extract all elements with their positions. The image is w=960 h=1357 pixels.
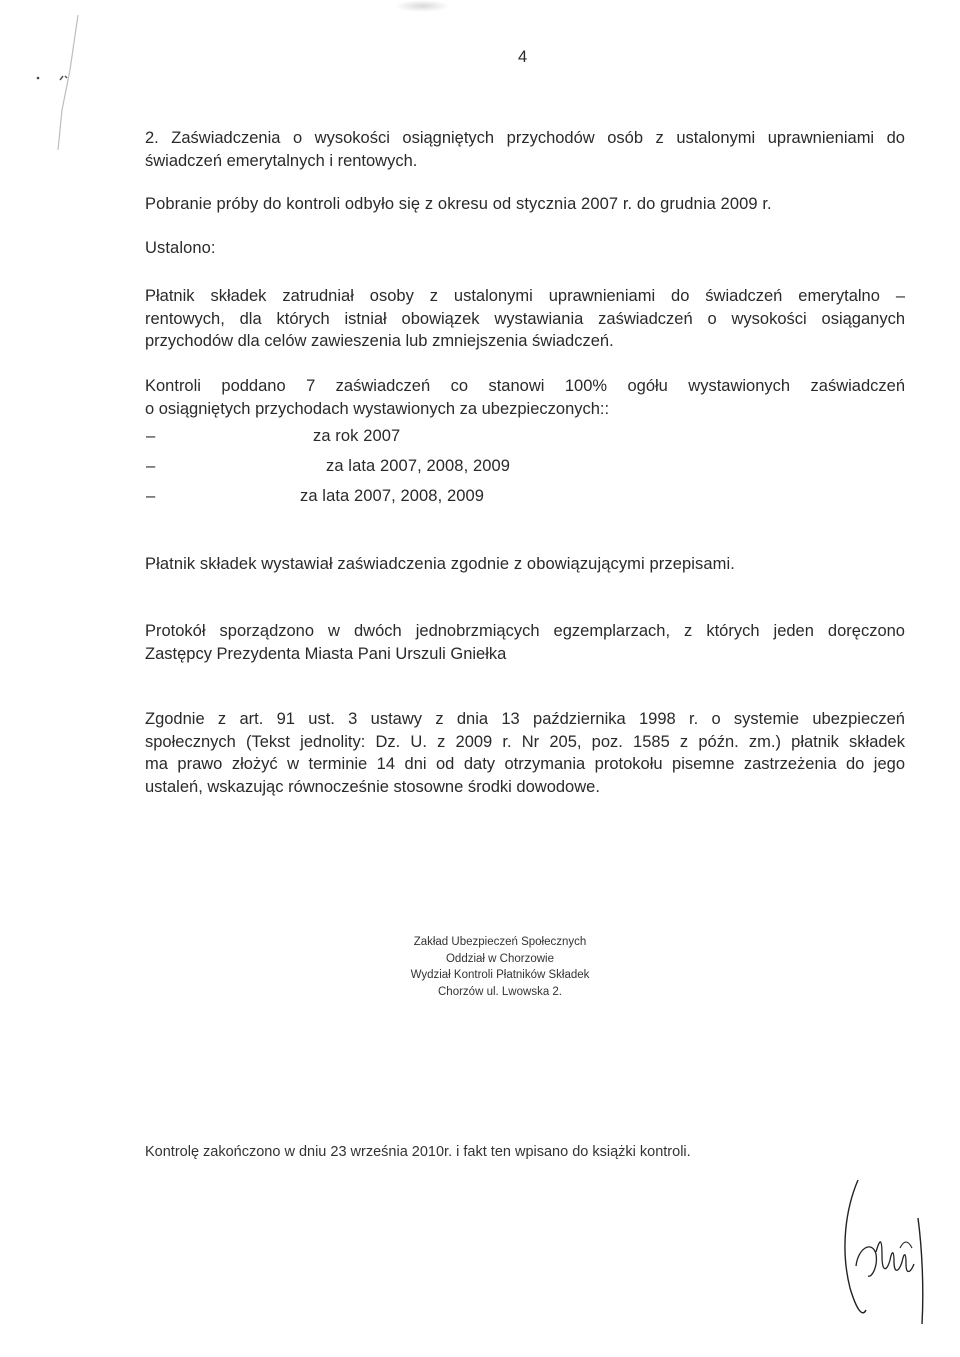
paragraph-line: rentowych, dla których istniał obowiązek wystawiania zaświadczeń o wysokości osiąganych xyxy=(145,309,905,328)
paragraph-line: Zgodnie z art. 91 ust. 3 ustawy z dnia 13 października 1998 r. o systemie ubezpieczeń xyxy=(145,710,905,728)
control-paragraph xyxy=(145,375,905,420)
findings-label: Ustalono: xyxy=(145,239,216,257)
finding-paragraph xyxy=(145,285,905,353)
paragraph-line: Zastępcy Prezydenta Miasta Pani Urszuli Gniełka xyxy=(145,644,507,663)
list-dash: – xyxy=(146,487,156,505)
scan-mark-graphic xyxy=(30,10,90,160)
stamp-line: Chorzów ul. Lwowska 2. xyxy=(438,985,562,998)
section-heading-line: świadczeń emerytalnych i rentowych. xyxy=(145,151,418,170)
section-heading xyxy=(145,127,905,172)
paragraph-line: Płatnik składek zatrudniał osoby z ustalonymi uprawnieniami do świadczeń emerytalno – xyxy=(145,287,905,305)
paragraph-line: przychodów dla celów zawieszenia lub zmniejszenia świadczeń. xyxy=(145,332,614,350)
stamp-line: Zakład Ubezpieczeń Społecznych xyxy=(413,936,587,948)
list-item: za lata 2007, 2008, 2009 xyxy=(300,487,485,505)
closing-statement: Kontrolę zakończono w dniu 23 września 2010r. i fakt ten wpisano do książki kontroli. xyxy=(145,1144,691,1160)
paragraph-line: Protokół sporządzono w dwóch jednobrzmiących egzemplarzach, z których jeden doręczono xyxy=(145,622,905,640)
protocol-paragraph xyxy=(145,620,905,665)
paragraph-line: ustaleń, wskazując równocześnie stosowne środki dowodowe. xyxy=(145,777,600,796)
stamp-line: Oddział w Chorzowie xyxy=(445,952,554,965)
page-number: 4 xyxy=(518,48,528,66)
scan-smudge xyxy=(395,0,450,12)
paragraph-line: ma prawo złożyć w terminie 14 dni od daty otrzymania protokołu pisemne zastrzeżenia do jego xyxy=(145,755,905,773)
list-item: za rok 2007 xyxy=(313,427,401,445)
list-item: za lata 2007, 2008, 2009 xyxy=(326,457,511,475)
conclusion-text: Płatnik składek wystawiał zaświadczenia zgodnie z obowiązującymi przepisami. xyxy=(145,555,735,573)
office-stamp xyxy=(380,934,620,1000)
stamp-line: Wydział Kontroli Płatników Składek xyxy=(410,969,590,981)
list-dash: – xyxy=(146,427,156,445)
section-heading-line: 2. Zaświadczenia o wysokości osiągniętych przychodów osób z ustalonymi uprawnieniami do xyxy=(145,129,905,147)
sample-period-text: Pobranie próby do kontroli odbyło się z okresu od stycznia 2007 r. do grudnia 2009 r. xyxy=(145,195,772,213)
list-dash: – xyxy=(146,457,156,475)
handwritten-signature xyxy=(838,1178,938,1328)
paragraph-line: społecznych (Tekst jednolity: Dz. U. z 2009 r. Nr 205, poz. 1585 z późn. zm.) płatnik składek xyxy=(145,732,905,751)
legal-paragraph xyxy=(145,708,905,798)
paragraph-line: Kontroli poddano 7 zaświadczeń co stanowi 100% ogółu wystawionych zaświadczeń xyxy=(145,377,905,395)
paragraph-line: o osiągniętych przychodach wystawionych za ubezpieczonych:: xyxy=(145,399,610,418)
